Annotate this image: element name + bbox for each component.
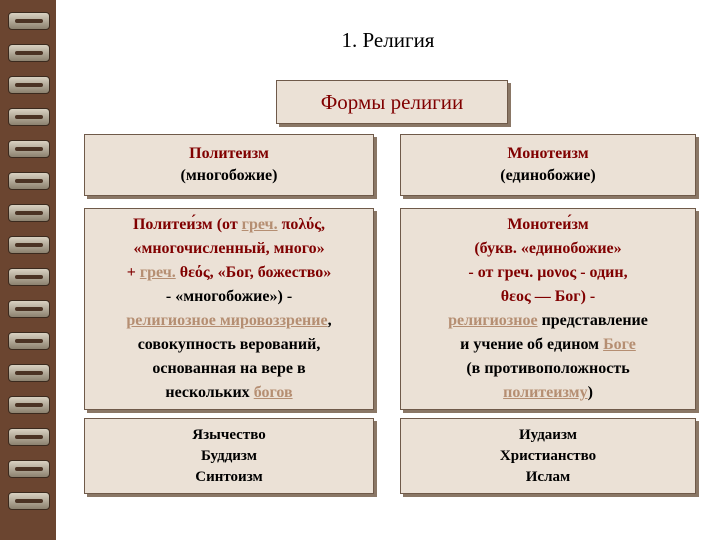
polytheism-name: Политеизм	[189, 145, 269, 162]
definition-text: θεός, «Бог, божество»	[175, 264, 332, 281]
definition-line: (букв. «единобожие»	[474, 240, 622, 257]
definition-line: - от греч. μονος - один,	[468, 264, 628, 281]
example-item: Христианство	[499, 447, 597, 464]
binding-ring	[8, 236, 50, 254]
polytheism-definition	[84, 208, 374, 410]
definition-line	[448, 309, 648, 333]
binding-ring	[8, 44, 50, 62]
binding-ring	[8, 460, 50, 478]
forms-of-religion-box	[276, 80, 508, 124]
greek-link[interactable]: греч.	[139, 264, 176, 281]
binding-ring	[8, 492, 50, 510]
example-item: Иудаизм	[519, 426, 577, 443]
spiral-binding	[0, 0, 56, 540]
polytheism-gloss: (многобожие)	[180, 167, 278, 184]
polytheism-examples	[84, 418, 374, 494]
binding-ring	[8, 364, 50, 382]
definition-text: Политеи́зм (от	[132, 216, 242, 233]
binding-ring	[8, 204, 50, 222]
definition-line: Монотеи́зм	[507, 216, 589, 233]
binding-ring	[8, 76, 50, 94]
definition-text: представление	[537, 312, 648, 329]
definition-line	[133, 213, 325, 237]
gods-link[interactable]: богов	[253, 384, 293, 401]
definition-text: и учение об едином	[460, 336, 604, 353]
polytheism-link[interactable]: политеизму	[503, 384, 588, 401]
definition-line: основанная на вере в	[152, 360, 306, 377]
definition-line	[460, 333, 636, 357]
monotheism-header	[400, 134, 696, 196]
greek-link[interactable]: греч.	[241, 216, 278, 233]
binding-ring	[8, 140, 50, 158]
polytheism-header	[84, 134, 374, 196]
definition-text: +	[126, 264, 140, 281]
binding-ring	[8, 268, 50, 286]
monotheism-gloss: (единобожие)	[500, 167, 596, 184]
religious-worldview-link[interactable]: религиозное мировоззрение	[126, 312, 328, 329]
forms-of-religion-label: Формы религии	[320, 89, 464, 114]
example-item: Язычество	[192, 426, 266, 443]
binding-ring	[8, 108, 50, 126]
binding-ring	[8, 172, 50, 190]
definition-text: πολύς,	[277, 216, 326, 233]
binding-ring	[8, 332, 50, 350]
binding-ring	[8, 428, 50, 446]
definition-line	[126, 309, 331, 333]
god-link[interactable]: Боге	[603, 336, 636, 353]
example-item: Синтоизм	[195, 468, 263, 485]
definition-line	[165, 381, 292, 405]
example-item: Буддизм	[201, 447, 257, 464]
definition-line: «многочисленный, много»	[133, 240, 325, 257]
definition-text: ,	[327, 312, 332, 329]
definition-line: - «многобожие») -	[165, 288, 293, 305]
monotheism-examples	[400, 418, 696, 494]
definition-text: )	[587, 384, 593, 401]
binding-ring	[8, 12, 50, 30]
definition-line: θεος — Бог) -	[500, 288, 596, 305]
definition-line: (в противоположность	[466, 360, 630, 377]
slide-title: 1. Религия	[341, 28, 435, 52]
binding-ring	[8, 396, 50, 414]
religious-link[interactable]: религиозное	[448, 312, 538, 329]
definition-line	[503, 381, 593, 405]
definition-text: нескольких	[165, 384, 254, 401]
monotheism-definition	[400, 208, 696, 410]
example-item: Ислам	[525, 468, 571, 485]
definition-line: совокупность верований,	[137, 336, 321, 353]
definition-line	[127, 261, 332, 285]
binding-ring	[8, 300, 50, 318]
monotheism-name: Монотеизм	[507, 145, 589, 162]
